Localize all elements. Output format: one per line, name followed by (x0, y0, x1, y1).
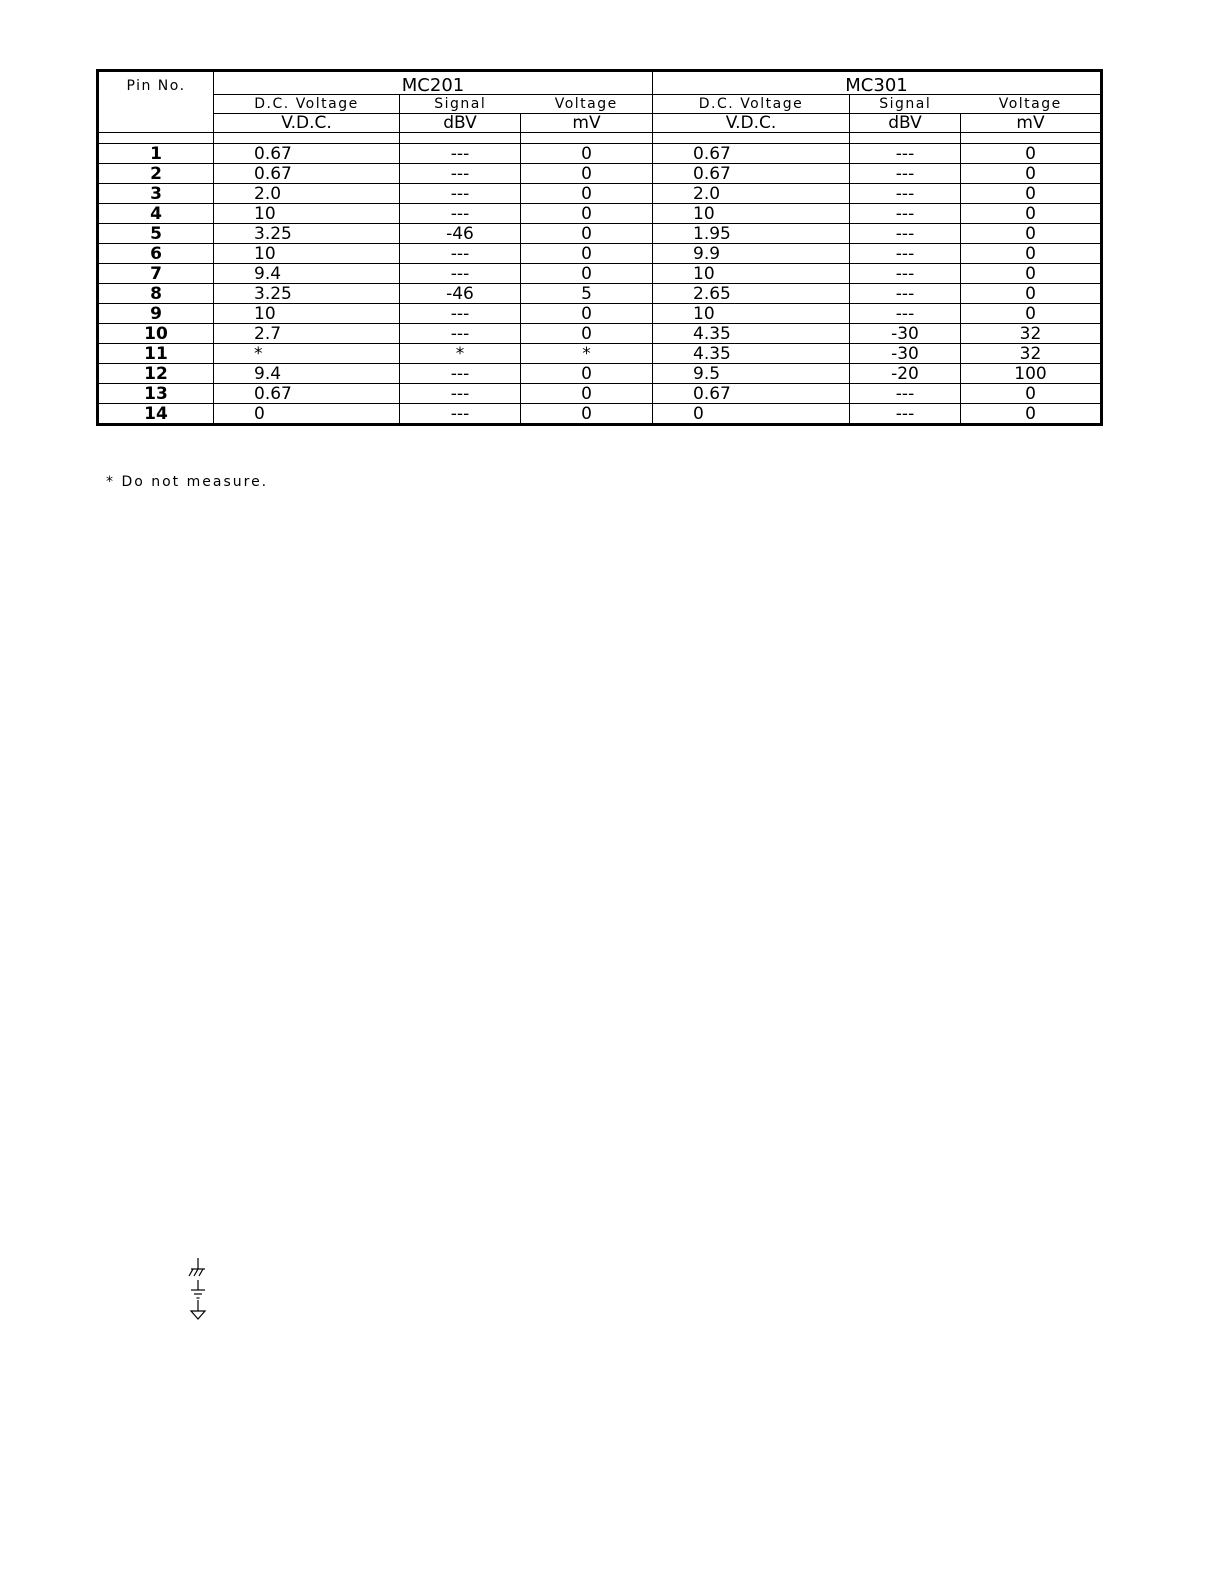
mc201-dc-voltage: 10 (214, 244, 400, 264)
mc201-dc-voltage: 0.67 (214, 384, 400, 404)
mc201-signal-dbv: --- (400, 184, 521, 204)
table-row (98, 364, 1102, 384)
mc301-signal-mv: 100 (961, 364, 1102, 384)
mc301-signal-mv: 0 (961, 204, 1102, 224)
mc201-dc-voltage: 9.4 (214, 264, 400, 284)
mc201-dc-voltage: 0.67 (214, 164, 400, 184)
blank-cell (98, 133, 214, 144)
pin-number: 4 (98, 204, 214, 224)
mc201-signal-dbv: --- (400, 324, 521, 344)
voltage-table (96, 69, 1103, 426)
table-row (98, 384, 1102, 404)
mc301-signal-dbv: --- (850, 284, 961, 304)
mc201-signal-dbv: --- (400, 404, 521, 425)
chassis-ground-icon (188, 1258, 208, 1280)
mc301-signal-mv: 0 (961, 404, 1102, 425)
mc201-signal-mv: 0 (521, 244, 653, 264)
pin-number: 5 (98, 224, 214, 244)
mc301-signal-mv: 0 (961, 264, 1102, 284)
pin-number: 13 (98, 384, 214, 404)
pin-no-header: Pin No. (98, 71, 214, 95)
mc201-signal-dbv: --- (400, 304, 521, 324)
earth-ground-icon (188, 1280, 208, 1302)
blank-cell (850, 133, 961, 144)
mc301-signal-dbv: --- (850, 304, 961, 324)
mc201-vdc-unit: V.D.C. (214, 114, 400, 133)
mc201-signal-dbv: --- (400, 264, 521, 284)
mc201-header: MC201 (214, 71, 653, 95)
mc201-signal-dbv: --- (400, 384, 521, 404)
mc301-signal-mv: 32 (961, 324, 1102, 344)
mc301-signal-mv: 0 (961, 164, 1102, 184)
mc301-signal-label: Signal (850, 95, 961, 114)
mc201-dc-voltage: 10 (214, 304, 400, 324)
mc301-signal-dbv: --- (850, 184, 961, 204)
mc201-mv-unit: mV (521, 114, 653, 133)
mc201-signal-dbv: --- (400, 164, 521, 184)
blank-cell (214, 133, 400, 144)
pin-number: 8 (98, 284, 214, 304)
pin-header-spacer (98, 114, 214, 133)
table-row (98, 184, 1102, 204)
mc201-signal-mv: 0 (521, 324, 653, 344)
mc201-signal-mv: 0 (521, 224, 653, 244)
mc301-signal-mv: 0 (961, 244, 1102, 264)
mc201-voltage-label: Voltage (521, 95, 653, 114)
mc201-signal-label: Signal (400, 95, 521, 114)
mc201-signal-dbv: -46 (400, 284, 521, 304)
blank-cell (521, 133, 653, 144)
mc201-dc-voltage: 2.0 (214, 184, 400, 204)
mc301-dc-voltage: 10 (653, 204, 850, 224)
mc301-signal-dbv: --- (850, 264, 961, 284)
mc301-signal-dbv: -20 (850, 364, 961, 384)
table-row (98, 284, 1102, 304)
pin-number: 9 (98, 304, 214, 324)
blank-cell (961, 133, 1102, 144)
mc301-signal-dbv: --- (850, 144, 961, 164)
mc301-mv-unit: mV (961, 114, 1102, 133)
mc201-dc-voltage: 9.4 (214, 364, 400, 384)
mc201-signal-mv: 0 (521, 304, 653, 324)
mc201-signal-dbv: -46 (400, 224, 521, 244)
mc201-dc-voltage: 2.7 (214, 324, 400, 344)
mc201-signal-dbv: --- (400, 364, 521, 384)
mc301-signal-dbv: --- (850, 384, 961, 404)
mc301-dc-voltage: 0.67 (653, 384, 850, 404)
mc301-signal-mv: 0 (961, 184, 1102, 204)
mc301-signal-mv: 0 (961, 304, 1102, 324)
mc201-signal-mv: 0 (521, 164, 653, 184)
mc201-dc-voltage: 0 (214, 404, 400, 425)
table-row (98, 164, 1102, 184)
table-row (98, 404, 1102, 425)
mc301-signal-mv: 0 (961, 224, 1102, 244)
mc201-dc-voltage: 0.67 (214, 144, 400, 164)
mc201-dc-voltage-label: D.C. Voltage (214, 95, 400, 114)
mc201-dc-voltage: 3.25 (214, 284, 400, 304)
mc301-dc-voltage: 9.9 (653, 244, 850, 264)
pin-number: 1 (98, 144, 214, 164)
mc201-signal-mv: 5 (521, 284, 653, 304)
mc301-dc-voltage: 1.95 (653, 224, 850, 244)
pin-number: 2 (98, 164, 214, 184)
pin-header-spacer (98, 95, 214, 114)
blank-cell (653, 133, 850, 144)
blank-cell (400, 133, 521, 144)
mc201-signal-mv: 0 (521, 264, 653, 284)
mc301-header: MC301 (653, 71, 1102, 95)
table-row (98, 204, 1102, 224)
pin-number: 7 (98, 264, 214, 284)
mc301-signal-dbv: --- (850, 164, 961, 184)
mc201-signal-dbv: * (400, 344, 521, 364)
mc201-signal-dbv: --- (400, 144, 521, 164)
mc301-dc-voltage: 9.5 (653, 364, 850, 384)
mc301-dc-voltage: 0.67 (653, 164, 850, 184)
mc201-signal-mv: 0 (521, 364, 653, 384)
mc201-signal-mv: 0 (521, 144, 653, 164)
mc301-signal-dbv: -30 (850, 324, 961, 344)
mc301-dc-voltage: 0.67 (653, 144, 850, 164)
mc301-signal-dbv: --- (850, 224, 961, 244)
mc301-dc-voltage-label: D.C. Voltage (653, 95, 850, 114)
table-row (98, 244, 1102, 264)
mc301-dc-voltage: 4.35 (653, 324, 850, 344)
footnote: * Do not measure. (106, 474, 269, 490)
table-row (98, 144, 1102, 164)
table-body (98, 144, 1102, 425)
mc301-dc-voltage: 0 (653, 404, 850, 425)
table-row (98, 224, 1102, 244)
mc201-signal-mv: * (521, 344, 653, 364)
table-row (98, 304, 1102, 324)
table-row (98, 324, 1102, 344)
mc301-dc-voltage: 10 (653, 304, 850, 324)
mc301-dc-voltage: 2.0 (653, 184, 850, 204)
mc201-signal-mv: 0 (521, 404, 653, 425)
mc301-signal-mv: 32 (961, 344, 1102, 364)
mc201-signal-mv: 0 (521, 204, 653, 224)
mc201-signal-mv: 0 (521, 184, 653, 204)
mc301-dc-voltage: 10 (653, 264, 850, 284)
pin-number: 3 (98, 184, 214, 204)
mc301-signal-mv: 0 (961, 384, 1102, 404)
pin-number: 14 (98, 404, 214, 425)
mc201-dc-voltage: * (214, 344, 400, 364)
mc301-dc-voltage: 4.35 (653, 344, 850, 364)
mc201-signal-mv: 0 (521, 384, 653, 404)
pin-number: 11 (98, 344, 214, 364)
mc201-dc-voltage: 3.25 (214, 224, 400, 244)
mc301-signal-dbv: --- (850, 244, 961, 264)
mc301-dbv-unit: dBV (850, 114, 961, 133)
mc201-signal-dbv: --- (400, 244, 521, 264)
table-row (98, 264, 1102, 284)
mc201-dbv-unit: dBV (400, 114, 521, 133)
table-row (98, 344, 1102, 364)
pin-number: 10 (98, 324, 214, 344)
mc301-signal-dbv: --- (850, 204, 961, 224)
pin-number: 12 (98, 364, 214, 384)
mc301-signal-mv: 0 (961, 144, 1102, 164)
pin-number: 6 (98, 244, 214, 264)
mc201-dc-voltage: 10 (214, 204, 400, 224)
mc301-signal-dbv: -30 (850, 344, 961, 364)
mc301-dc-voltage: 2.65 (653, 284, 850, 304)
mc301-voltage-label: Voltage (961, 95, 1102, 114)
signal-ground-icon (188, 1300, 208, 1322)
mc301-signal-dbv: --- (850, 404, 961, 425)
mc301-signal-mv: 0 (961, 284, 1102, 304)
mc201-signal-dbv: --- (400, 204, 521, 224)
mc301-vdc-unit: V.D.C. (653, 114, 850, 133)
